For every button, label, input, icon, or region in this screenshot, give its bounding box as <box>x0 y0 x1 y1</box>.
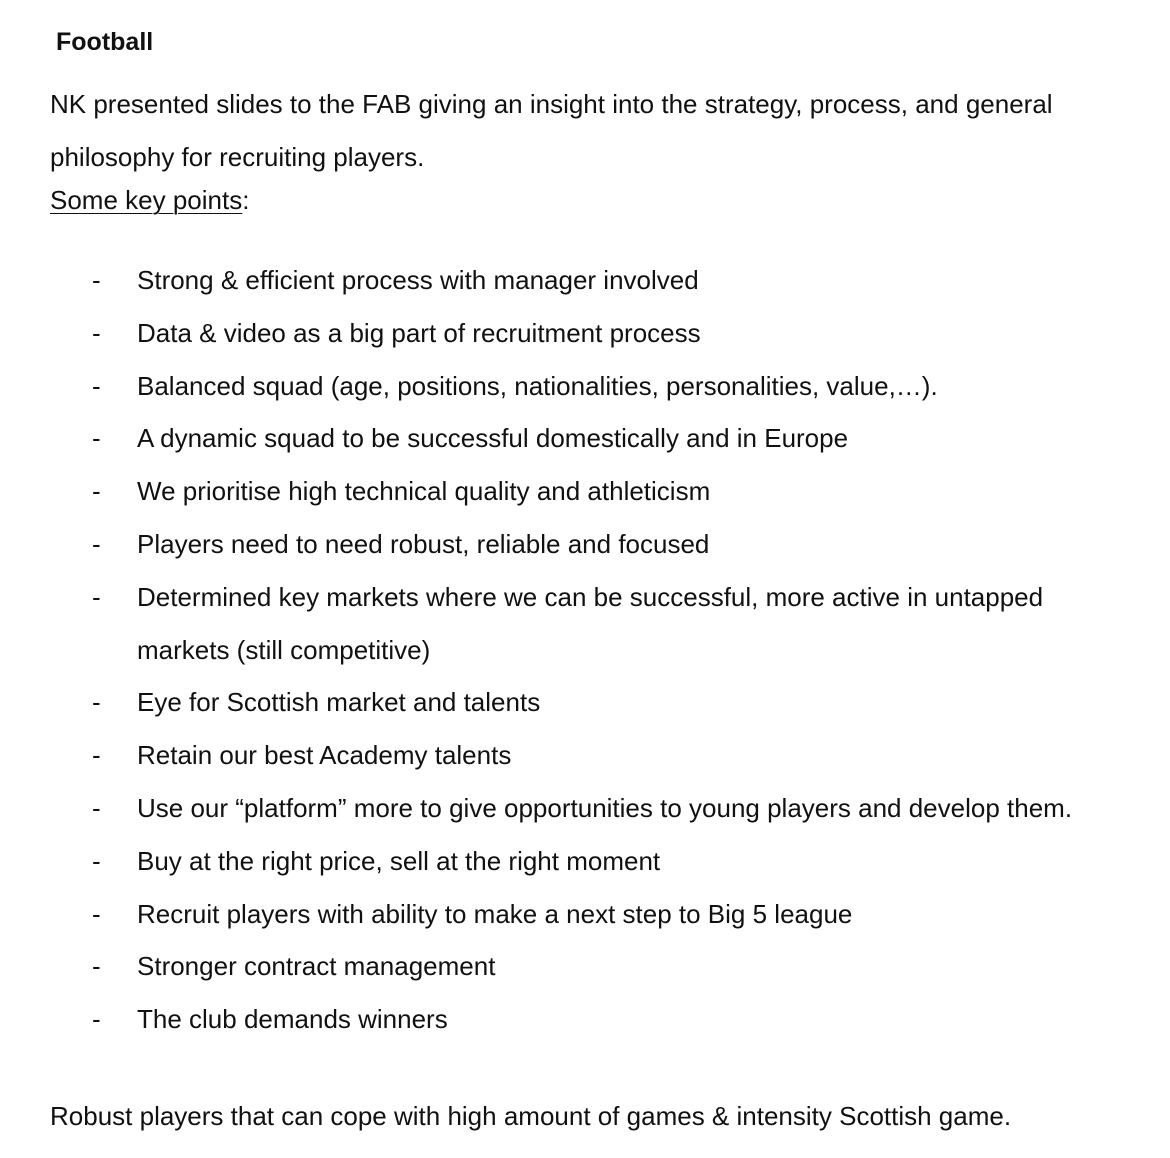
bullet-dash: - <box>92 423 101 454</box>
bullet-dash: - <box>92 951 101 982</box>
list-item-text: We prioritise high technical quality and athleticism <box>137 476 711 507</box>
section-heading: Football <box>56 28 154 56</box>
bullet-dash: - <box>92 845 101 876</box>
list-item <box>0 465 1117 518</box>
list-item-text: Strong & efficient process with manager involved <box>137 265 699 295</box>
list-item <box>0 835 1117 888</box>
intro-paragraph: NK presented slides to the FAB giving an insight into the strategy, process, and general philosophy for recruiting players. <box>50 89 1053 172</box>
bullet-dash: - <box>92 1004 101 1035</box>
list-item-text: Players need to need robust, reliable and focused <box>137 528 710 559</box>
list-item <box>0 254 1117 307</box>
list-item <box>0 888 1117 941</box>
list-item-text: Determined key markets where we can be successful, more active in untapped markets (still competitive) <box>137 581 1044 665</box>
list-item <box>0 729 1117 782</box>
bullet-dash: - <box>92 740 101 771</box>
list-item <box>0 412 1117 465</box>
key-points-list <box>0 254 1170 1046</box>
list-item-text: A dynamic squad to be successful domestically and in Europe <box>137 423 849 454</box>
list-item <box>0 940 1117 993</box>
bullet-dash: - <box>92 528 101 559</box>
list-item <box>0 571 1117 677</box>
list-item <box>0 993 1117 1046</box>
bullet-dash: - <box>92 265 101 295</box>
list-item-text: Use our “platform” more to give opportunities to young players and develop them. <box>137 792 1073 823</box>
list-item-text: Buy at the right price, sell at the right moment <box>137 845 661 876</box>
key-points-heading <box>50 182 249 218</box>
list-item-text: Data & video as a big part of recruitment process <box>137 317 701 348</box>
list-item-text: Recruit players with ability to make a next step to Big 5 league <box>137 898 853 929</box>
bullet-dash: - <box>92 476 101 507</box>
bullet-dash: - <box>92 898 101 929</box>
bullet-dash: - <box>92 370 101 401</box>
list-item-text: Eye for Scottish market and talents <box>137 687 541 718</box>
list-item-text: Balanced squad (age, positions, nationalities, personalities, value,…). <box>137 370 938 401</box>
key-points-colon: : <box>242 185 250 215</box>
list-item-text: Stronger contract management <box>137 951 496 982</box>
list-item <box>0 307 1117 360</box>
bullet-dash: - <box>92 687 101 718</box>
bullet-dash: - <box>92 792 101 823</box>
list-item <box>0 676 1117 729</box>
list-item-text: Retain our best Academy talents <box>137 740 512 771</box>
bullet-dash: - <box>92 581 101 612</box>
bullet-dash: - <box>92 317 101 348</box>
key-points-label: Some key points <box>50 185 243 215</box>
closing-paragraph: Robust players that can cope with high amount of games & intensity Scottish game. <box>50 1101 1012 1131</box>
list-item-text: The club demands winners <box>137 1004 448 1035</box>
list-item <box>0 518 1117 571</box>
list-item <box>0 782 1117 835</box>
list-item <box>0 360 1117 413</box>
